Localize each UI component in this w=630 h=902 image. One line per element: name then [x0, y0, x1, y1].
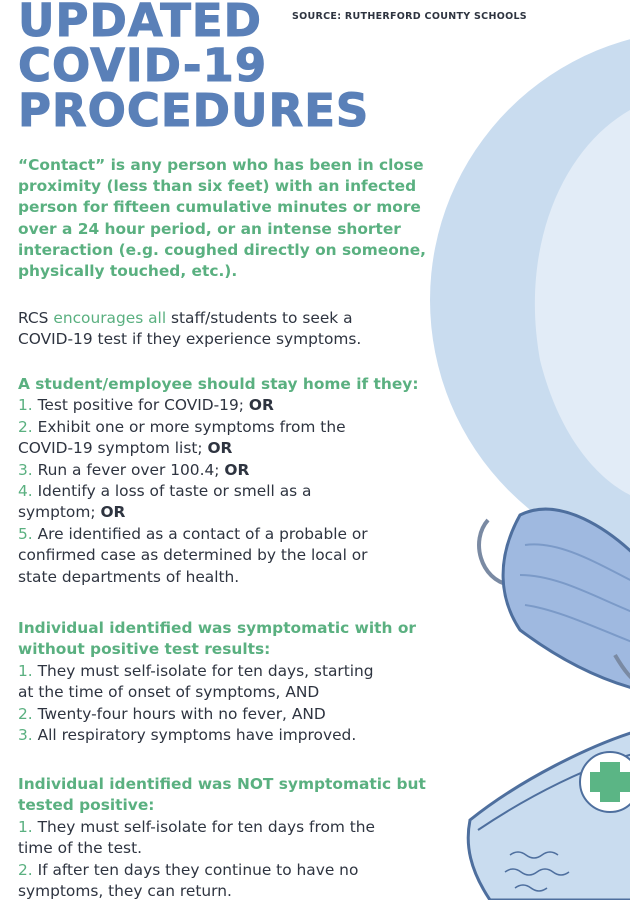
item-number: 1. [18, 817, 33, 836]
item-text: If after ten days they continue to have no [37, 860, 359, 879]
item-number: 4. [18, 482, 33, 501]
item-number: 5. [18, 524, 33, 543]
title-line: COVID-19 [18, 39, 268, 92]
item-number: 1. [18, 396, 33, 415]
rcs-text: RCS [18, 309, 54, 327]
rcs-line [18, 308, 478, 329]
list-item [18, 481, 478, 502]
list-item [18, 661, 478, 682]
contact-line: physically touched, etc.). [18, 262, 238, 281]
item-text: They must self-isolate for ten days, starting [37, 661, 374, 680]
contact-line: over a 24 hour period, or an intense shorter [18, 219, 401, 238]
item-text: symptom; [18, 503, 96, 522]
contact-definition [18, 155, 478, 282]
list-item [18, 725, 478, 746]
list-item [18, 524, 478, 545]
item-text: COVID-19 symptom list; [18, 439, 203, 458]
stay-home-heading: A student/employee should stay home if they: [18, 375, 419, 393]
item-text: Test positive for COVID-19; [37, 396, 244, 415]
contact-line: proximity (less than six feet) with an infected [18, 177, 417, 196]
or-label: OR [207, 439, 233, 458]
item-text: Run a fever over 100.4; [37, 460, 220, 479]
or-label: OR [100, 503, 126, 522]
list-item [18, 704, 478, 725]
list-item [18, 860, 478, 881]
list-item [18, 460, 478, 481]
rcs-text: staff/students to seek a [166, 309, 353, 327]
symptomatic-heading: Individual identified was symptomatic with or [18, 619, 416, 637]
list-item-continued: state departments of health. [18, 567, 240, 586]
list-item [18, 395, 478, 416]
list-item [18, 417, 478, 438]
contact-line: interaction (e.g. coughed directly on someone, [18, 240, 427, 259]
item-number: 2. [18, 417, 33, 436]
list-item [18, 817, 478, 838]
symptomatic-section [18, 618, 478, 746]
item-text: Exhibit one or more symptoms from the [37, 417, 346, 436]
rcs-line: COVID-19 test if they experience symptoms. [18, 330, 362, 349]
item-number: 3. [18, 726, 33, 745]
item-number: 3. [18, 460, 33, 479]
item-number: 1. [18, 661, 33, 680]
face-mask-icon [479, 509, 630, 690]
source-credit: SOURCE: RUTHERFORD COUNTY SCHOOLS [292, 11, 527, 22]
or-label: OR [224, 460, 250, 479]
list-item-continued: at the time of onset of symptoms, AND [18, 683, 320, 702]
item-number: 2. [18, 704, 33, 723]
contact-line: person for fifteen cumulative minutes or more [18, 198, 421, 217]
list-item-continued [18, 502, 478, 523]
list-item-continued [18, 438, 478, 459]
first-aid-box-icon [468, 730, 630, 900]
item-text: They must self-isolate for ten days from the [37, 817, 376, 836]
item-number: 2. [18, 860, 33, 879]
list-item-continued: confirmed case as determined by the local or [18, 546, 368, 565]
item-text: All respiratory symptoms have improved. [37, 726, 357, 745]
not-symptomatic-section [18, 774, 478, 902]
item-text: Twenty-four hours with no fever, AND [37, 704, 326, 723]
symptomatic-heading: without positive test results: [18, 640, 271, 659]
list-item-continued: symptoms, they can return. [18, 882, 232, 901]
rcs-paragraph [18, 308, 478, 351]
list-item-continued: time of the test. [18, 839, 142, 858]
item-text: Are identified as a contact of a probable or [37, 524, 368, 543]
title-line: UPDATED [18, 0, 262, 47]
rcs-emphasis: encourages all [53, 309, 167, 327]
title-line: PROCEDURES [18, 84, 370, 137]
not-symptomatic-heading: tested positive: [18, 796, 155, 815]
stay-home-section [18, 374, 478, 588]
item-text: Identify a loss of taste or smell as a [37, 482, 312, 501]
not-symptomatic-heading: Individual identified was NOT symptomatic but [18, 775, 426, 793]
or-label: OR [248, 396, 274, 415]
contact-line: “Contact” is any person who has been in close [18, 156, 424, 174]
